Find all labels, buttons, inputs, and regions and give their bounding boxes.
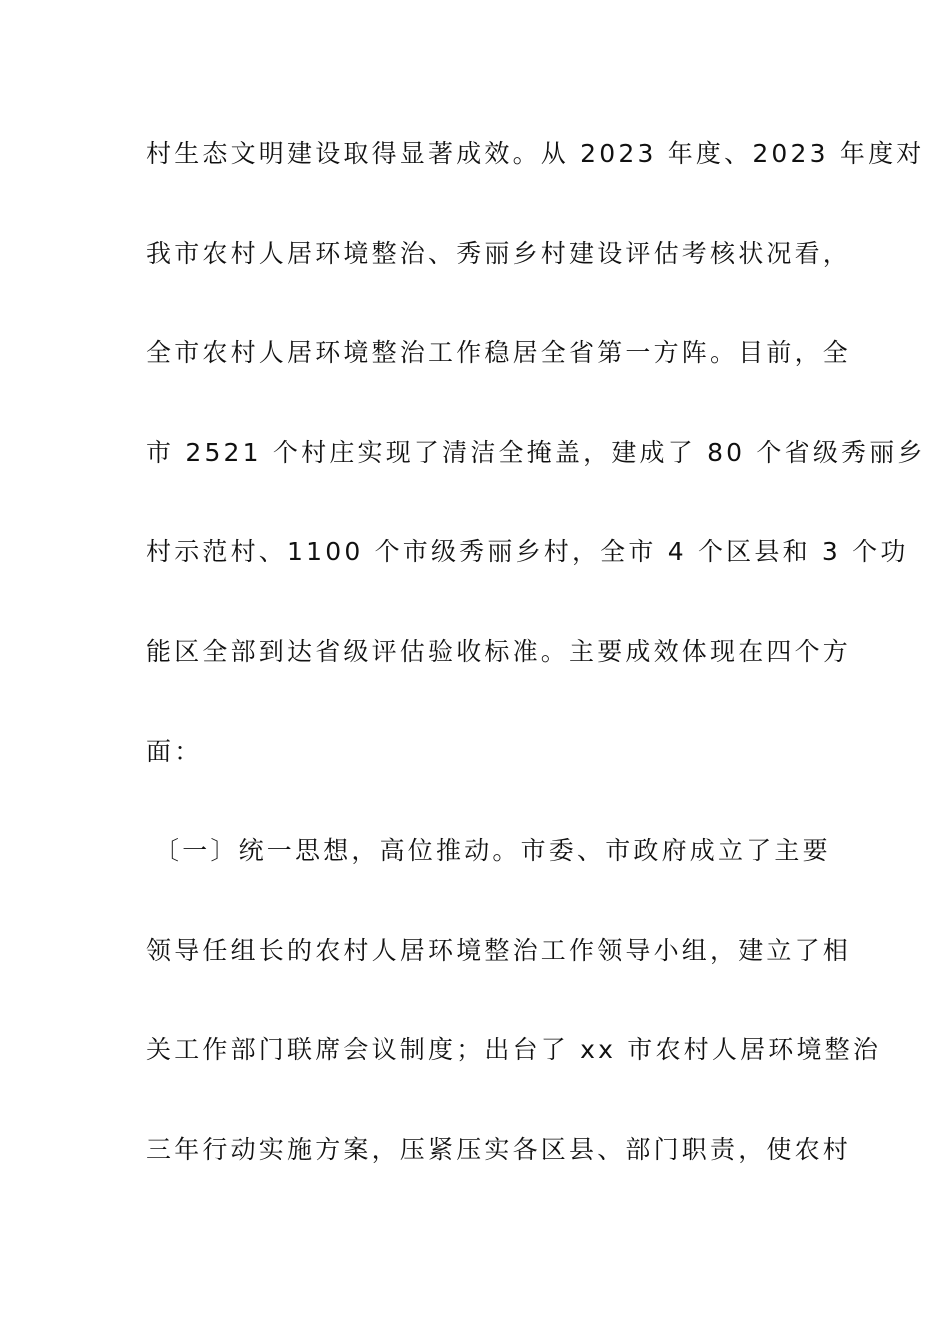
text-line: 关工作部门联席会议制度；出台了 xx 市农村人居环境整治 xyxy=(146,1035,882,1065)
text-line: 全市农村人居环境整治工作稳居全省第一方阵。目前，全 xyxy=(146,338,852,368)
section-heading-line: 〔一〕统一思想，高位推动。市委、市政府成立了主要 xyxy=(154,836,831,866)
text-line: 我市农村人居环境整治、秀丽乡村建设评估考核状况看， xyxy=(146,238,852,268)
text-line: 面： xyxy=(146,736,203,766)
text-line: 三年行动实施方案，压紧压实各区县、部门职责，使农村 xyxy=(146,1134,852,1164)
text-line: 村生态文明建设取得显著成效。从 2023 年度、2023 年度对 xyxy=(146,139,925,168)
text-line: 能区全部到达省级评估验收标准。主要成效体现在四个方 xyxy=(146,636,852,666)
body-text xyxy=(146,128,926,1224)
text-line: 领导任组长的农村人居环境整治工作领导小组，建立了相 xyxy=(146,935,852,965)
text-line: 村示范村、1100 个市级秀丽乡村，全市 4 个区县和 3 个功 xyxy=(146,537,909,567)
text-line: 市 2521 个村庄实现了清洁全掩盖，建成了 80 个省级秀丽乡 xyxy=(146,437,926,467)
